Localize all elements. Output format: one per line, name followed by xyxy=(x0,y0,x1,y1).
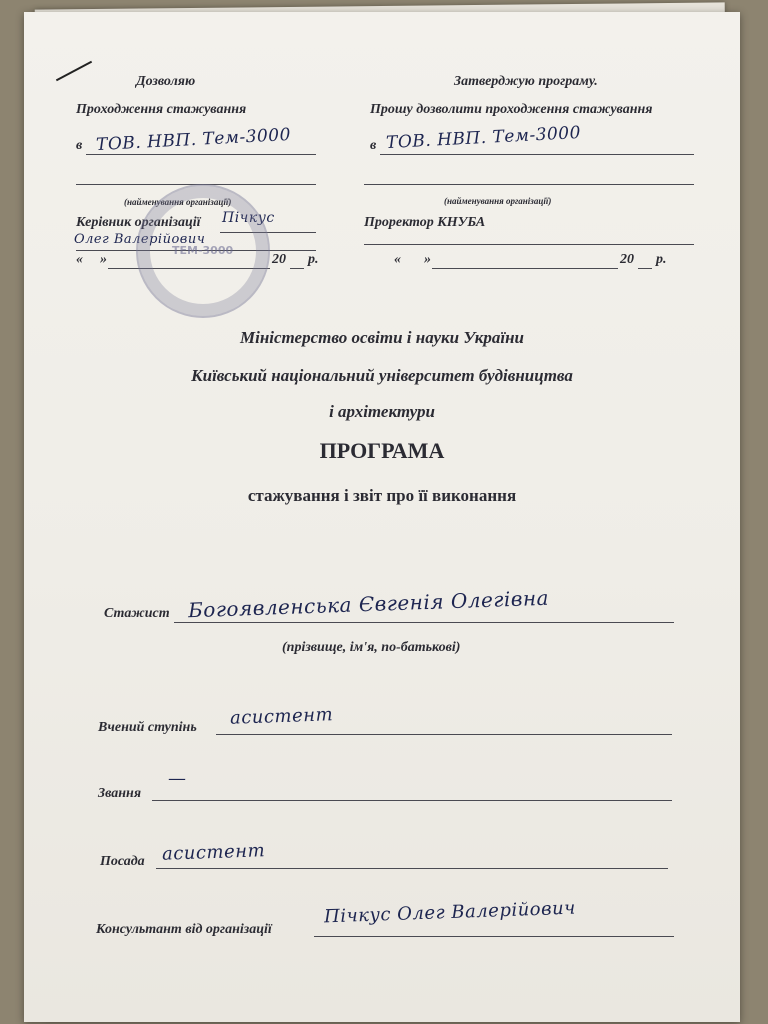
program-subtitle: стажування і звіт про її виконання xyxy=(247,486,517,505)
left-date-close: » xyxy=(100,252,107,267)
head-handwritten-2: Олег Валерійович xyxy=(74,232,206,247)
rank-label: Звання xyxy=(98,786,142,801)
right-org-line-1 xyxy=(380,154,694,155)
head-handwritten-1: Пічкус xyxy=(222,210,275,226)
rank-line xyxy=(152,800,672,801)
stamp-text: ТЕМ-3000 xyxy=(172,244,234,257)
program-title: ПРОГРАМА xyxy=(319,438,445,463)
left-date-open: « xyxy=(76,252,83,267)
left-org-line-1 xyxy=(86,154,316,155)
left-org-handwritten: ТОВ. НВП. Тем-3000 xyxy=(95,124,292,156)
ministry-title: Міністерство освіти і науки України xyxy=(240,328,524,347)
degree-line xyxy=(216,734,672,735)
pen-mark xyxy=(56,61,92,82)
right-year-line xyxy=(638,268,652,269)
prorector-line xyxy=(364,244,694,245)
intern-caption: (прізвище, ім'я, по-батькові) xyxy=(282,640,461,655)
right-date-year: 20 xyxy=(620,252,634,267)
position-line xyxy=(156,868,668,869)
left-in-prefix: в xyxy=(76,138,83,153)
prorector-label: Проректор КНУБА xyxy=(364,215,486,230)
internship-label: Проходження стажування xyxy=(76,102,247,117)
degree-value: асистент xyxy=(229,704,334,729)
intern-line xyxy=(174,622,674,623)
left-year-line xyxy=(290,268,304,269)
intern-value: Богоявленська Євгенія Олегівна xyxy=(187,585,550,623)
consultant-line xyxy=(314,936,674,937)
university-title-1: Київський національний університет будівництва xyxy=(191,366,573,385)
right-date-close: » xyxy=(424,252,431,267)
degree-label: Вчений ступінь xyxy=(98,720,197,735)
right-date-suffix: р. xyxy=(656,252,667,267)
position-label: Посада xyxy=(100,854,145,869)
consultant-label: Консультант від організації xyxy=(96,922,272,937)
university-title-2: і архітектури xyxy=(329,402,435,421)
head-label: Керівник організації xyxy=(76,215,201,230)
right-date-line xyxy=(432,268,618,269)
right-org-handwritten: ТОВ. НВП. Тем-3000 xyxy=(385,122,582,154)
right-org-line-2 xyxy=(364,184,694,185)
approve-label: Затверджую програму. xyxy=(454,74,598,89)
document-page xyxy=(24,12,740,1022)
allow-label: Дозволяю xyxy=(136,74,196,89)
rank-value: — xyxy=(168,768,187,789)
right-date-open: « xyxy=(394,252,401,267)
request-label: Прошу дозволити проходження стажування xyxy=(370,102,653,117)
right-org-caption: (найменування організації) xyxy=(444,196,552,206)
left-date-suffix: р. xyxy=(308,252,319,267)
right-in-prefix: в xyxy=(370,138,377,153)
position-value: асистент xyxy=(161,840,266,865)
intern-label: Стажист xyxy=(104,606,170,621)
left-date-year: 20 xyxy=(272,252,286,267)
left-org-caption: (найменування організації) xyxy=(124,197,232,207)
consultant-value: Пічкус Олег Валерійович xyxy=(323,897,577,928)
